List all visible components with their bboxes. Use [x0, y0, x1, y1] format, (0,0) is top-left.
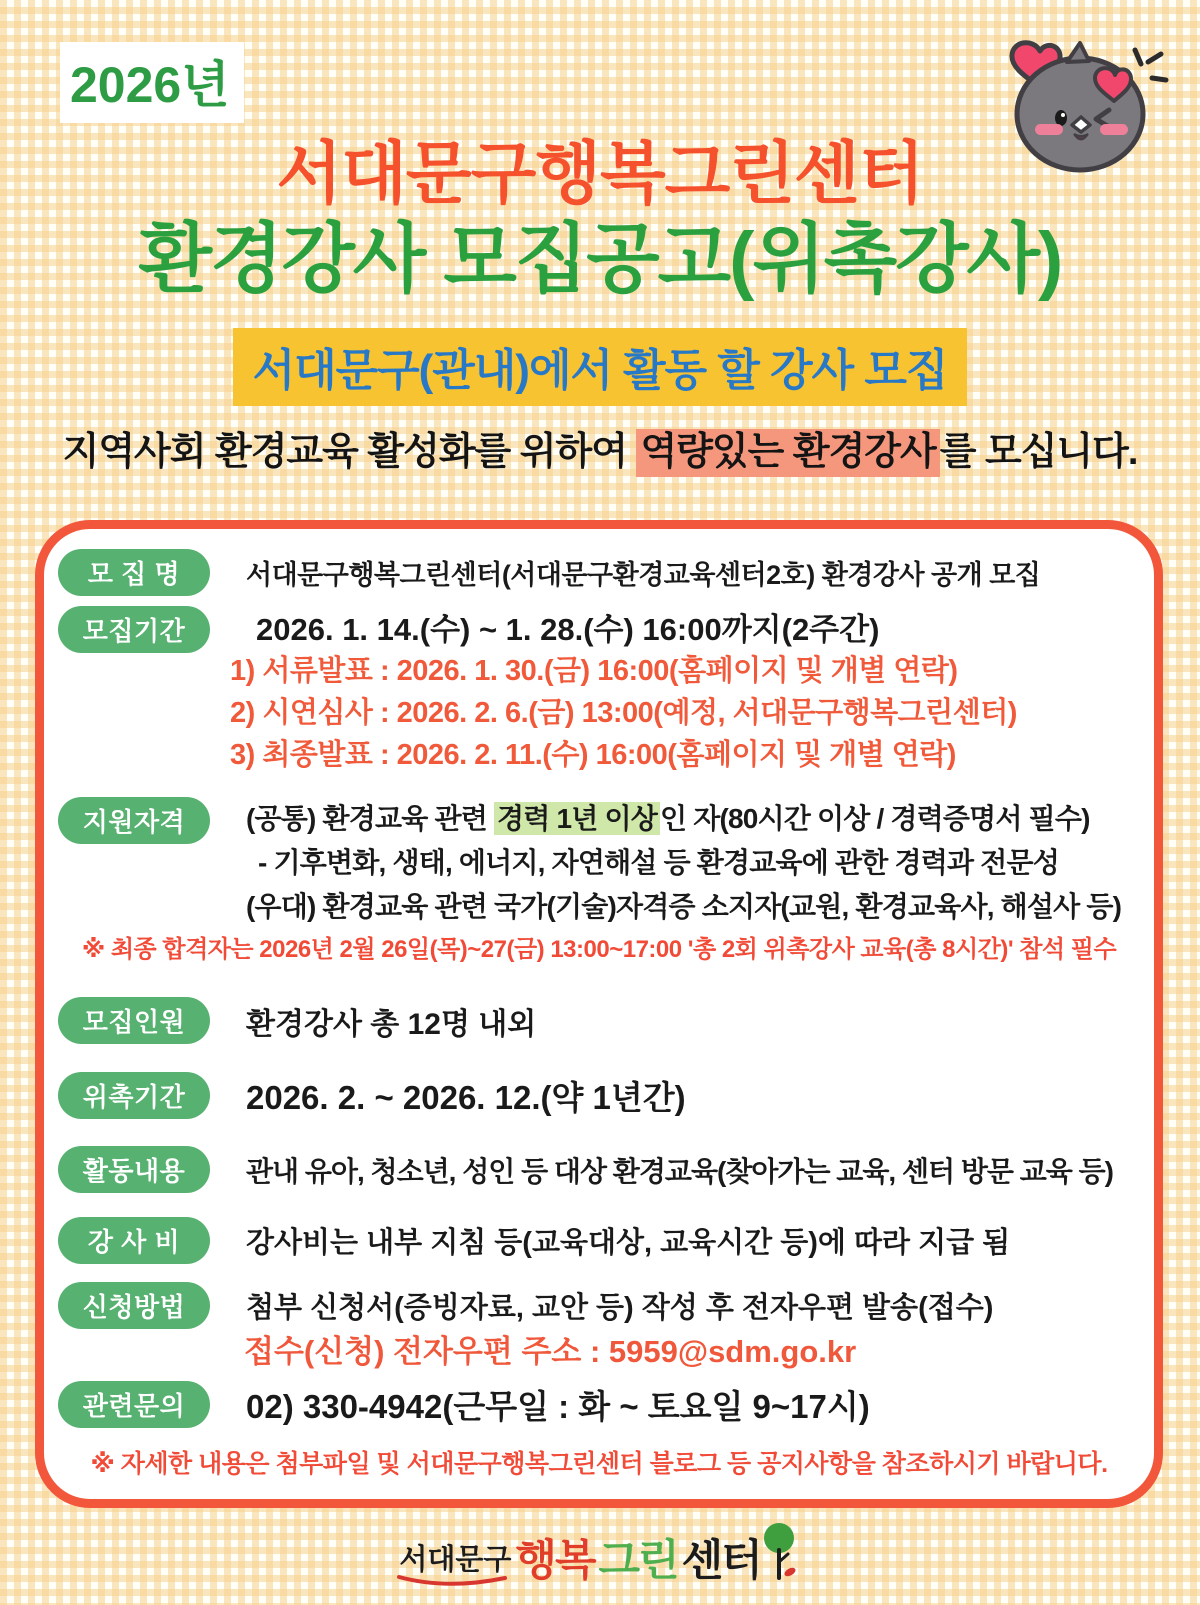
sparkle-line-icon	[1152, 78, 1166, 80]
bottom-note: ※ 자세한 내용은 첨부파일 및 서대문구행복그린센터 블로그 등 공지사항을 참조하시기 바랍니다.	[90, 1450, 1108, 1478]
subtitle-wrap	[0, 328, 1200, 406]
application-email-line: 접수(신청) 전자우편 주소 : 5959@sdm.go.kr	[244, 1334, 857, 1369]
qual-line1-highlight: 경력 1년 이상	[494, 802, 660, 835]
intro-post: 를 모십니다.	[939, 431, 1138, 473]
red-underline-swoosh-icon	[397, 1574, 509, 1588]
qualification-lines	[246, 797, 1121, 929]
recruit-period-step2: 2) 시연심사 : 2026. 2. 6.(금) 13:00(예정, 서대문구행복그린센터)	[230, 697, 1017, 729]
row-recruit-period	[58, 606, 1138, 653]
qual-line1-post: 인 자(80시간 이상 / 경력증명서 필수)	[659, 803, 1090, 834]
row-headcount	[58, 997, 1138, 1044]
label-pill-contact: 관련문의	[58, 1381, 210, 1428]
recruit-period-step3: 3) 최종발표 : 2026. 2. 11.(수) 16:00(홈페이지 및 개별 연락)	[230, 739, 956, 771]
qual-line1-pre: (공통) 환경교육 관련	[246, 803, 494, 834]
row-fee	[58, 1217, 1138, 1264]
label-pill-application: 신청방법	[58, 1282, 210, 1329]
intro-highlight: 역량있는 환경강사	[636, 429, 939, 477]
label-pill-recruit-name: 모 집 명	[58, 549, 210, 596]
label-pill-qualification: 지원자격	[58, 797, 210, 844]
label-pill-headcount: 모집인원	[58, 997, 210, 1044]
application-value: 첨부 신청서(증빙자료, 교안 등) 작성 후 전자우편 발송(접수)	[246, 1292, 994, 1324]
row-qualification	[58, 797, 1138, 929]
sparkle-line-icon	[1148, 54, 1161, 62]
recruit-period-step1: 1) 서류발표 : 2026. 1. 30.(금) 16:00(홈페이지 및 개별 연락)	[230, 655, 958, 687]
logo-prefix-text: 서대문구	[399, 1544, 512, 1576]
qualification-line3: (우대) 환경교육 관련 국가(기술)자격증 소지자(교원, 환경교육사, 해설사 등)	[246, 891, 1122, 922]
appointment-period-value: 2026. 2. ~ 2026. 12.(약 1년간)	[246, 1079, 686, 1116]
poster-title-line2: 환경강사 모집공고(위촉강사)	[138, 217, 1062, 302]
subtitle-highlighted: 서대문구(관내)에서 활동 할 강사 모집	[233, 328, 968, 406]
row-activities	[58, 1146, 1138, 1193]
hair-tuft	[1067, 43, 1089, 62]
logo-word-black: 센터	[681, 1537, 761, 1585]
qualification-line1	[246, 797, 1121, 841]
poster-title-line1: 서대문구행복그린센터	[276, 136, 924, 212]
contact-value: 02) 330-4942(근무일 : 화 ~ 토요일 9~17시)	[246, 1388, 870, 1425]
logo-word-green: 그린	[598, 1537, 678, 1585]
intro-line	[0, 420, 1200, 475]
label-pill-fee: 강 사 비	[58, 1217, 210, 1264]
row-application	[58, 1282, 1138, 1329]
row-contact	[58, 1381, 1138, 1428]
qualification-note: ※ 최종 합격자는 2026년 2월 26일(목)~27(금) 13:00~17:00 '총 2회 위촉강사 교육(총 8시간)' 참석 필수	[81, 936, 1117, 963]
info-box	[35, 520, 1163, 1508]
sparkle-line-icon	[1135, 50, 1141, 64]
label-pill-appointment-period: 위촉기간	[58, 1072, 210, 1119]
fee-value: 강사비는 내부 지침 등(교육대상, 교육시간 등)에 따라 지급 됨	[246, 1227, 1011, 1259]
row-recruit-name	[58, 549, 1138, 596]
intro-pre: 지역사회 환경교육 활성화를 위하여	[62, 431, 637, 473]
headcount-value: 환경강사 총 12명 내외	[246, 1007, 537, 1041]
recruit-period-value: 2026. 1. 14.(수) ~ 1. 28.(수) 16:00까지(2주간)	[256, 612, 880, 647]
recruit-name-value: 서대문구행복그린센터(서대문구환경교육센터2호) 환경강사 공개 모집	[246, 560, 1041, 590]
logo-prefix	[399, 1537, 511, 1588]
footer-logo	[0, 1522, 1200, 1588]
qualification-line2: - 기후변화, 생태, 에너지, 자연해설 등 환경교육에 관한 경력과 전문성	[258, 847, 1059, 878]
year-badge: 2026년	[60, 42, 244, 123]
tree-icon	[757, 1522, 801, 1584]
label-pill-activities: 활동내용	[58, 1146, 210, 1193]
logo-word-red: 행복	[515, 1537, 595, 1585]
activities-value: 관내 유아, 청소년, 성인 등 대상 환경교육(찾아가는 교육, 센터 방문 교육 등)	[246, 1155, 1113, 1187]
row-appointment-period	[58, 1072, 1138, 1119]
label-pill-recruit-period: 모집기간	[58, 606, 210, 653]
